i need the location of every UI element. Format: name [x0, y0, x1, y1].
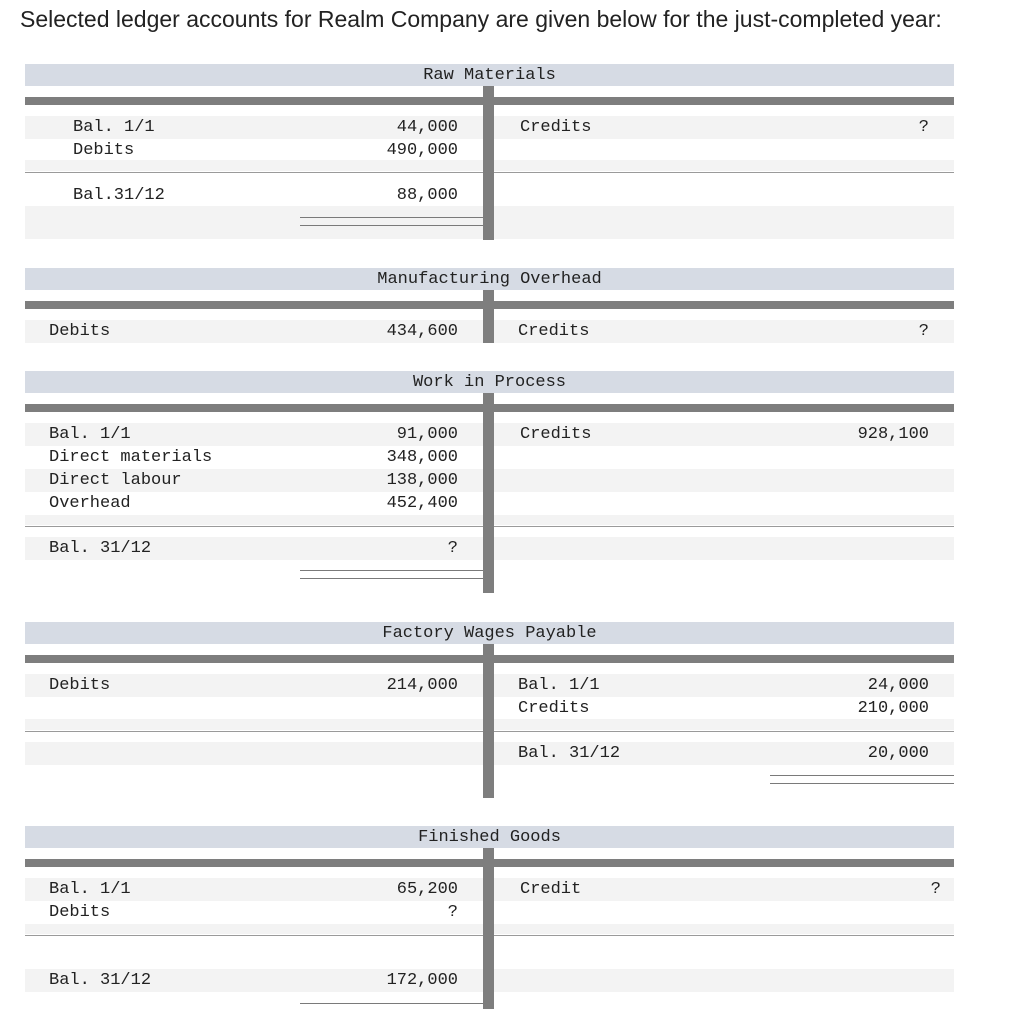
- t-account-divider: [483, 290, 494, 343]
- entry-label: Bal. 1/1: [73, 118, 155, 137]
- entry-label: Debits: [49, 676, 111, 695]
- account-title: Raw Materials: [423, 66, 556, 85]
- entry-amount: ?: [447, 903, 458, 922]
- entry-amount: 20,000: [867, 744, 929, 763]
- t-account-divider: [483, 393, 494, 593]
- entry-amount: ?: [918, 322, 929, 341]
- entry-label: Credit: [520, 880, 582, 899]
- entry-label: Credits: [520, 118, 592, 137]
- entry-label: Overhead: [49, 494, 131, 513]
- entry-amount: ?: [918, 118, 929, 137]
- entry-label: Credits: [520, 425, 592, 444]
- entry-amount: 44,000: [396, 118, 458, 137]
- subtotal-line: [25, 731, 483, 732]
- entry-amount: 172,000: [386, 971, 458, 990]
- entry-label: Bal. 1/1: [49, 425, 131, 444]
- double-underline: [300, 570, 483, 579]
- subtotal-line: [494, 935, 954, 936]
- entry-amount: 490,000: [386, 141, 458, 160]
- account-title: Manufacturing Overhead: [377, 270, 602, 289]
- entry-amount: 348,000: [386, 448, 458, 467]
- entry-label: Direct materials: [49, 448, 213, 467]
- entry-amount: ?: [930, 880, 941, 899]
- entry-label: Credits: [518, 699, 590, 718]
- subtotal-line: [25, 526, 483, 527]
- entry-label: Bal. 1/1: [518, 676, 600, 695]
- entry-label: Debits: [49, 903, 111, 922]
- account-title: Factory Wages Payable: [382, 624, 597, 643]
- account-title: Finished Goods: [418, 828, 561, 847]
- entry-amount: 24,000: [867, 676, 929, 695]
- entry-label: Credits: [518, 322, 590, 341]
- entry-amount: 928,100: [857, 425, 929, 444]
- entry-label: Bal. 1/1: [49, 880, 131, 899]
- entry-amount: 210,000: [857, 699, 929, 718]
- account-title: Work in Process: [412, 373, 567, 392]
- t-account-divider: [483, 86, 494, 240]
- entry-label: Direct labour: [49, 471, 182, 490]
- entry-label: Bal. 31/12: [49, 971, 152, 990]
- entry-label: Debits: [73, 141, 135, 160]
- entry-amount: 91,000: [396, 425, 458, 444]
- entry-label: Bal. 31/12: [518, 744, 621, 763]
- intro-text: Selected ledger accounts for Realm Company are given below for the just-completed year:: [20, 6, 942, 32]
- subtotal-line: [25, 172, 483, 173]
- double-underline: [770, 775, 954, 784]
- entry-amount: 214,000: [386, 676, 458, 695]
- double-underline: [300, 217, 483, 226]
- entry-amount: ?: [447, 539, 458, 558]
- subtotal-line: [494, 172, 954, 173]
- entry-amount: 434,600: [386, 322, 458, 341]
- entry-label: Bal.31/12: [73, 186, 165, 205]
- t-account-divider: [483, 848, 494, 1009]
- entry-amount: 452,400: [386, 494, 458, 513]
- entry-label: Debits: [49, 322, 111, 341]
- entry-amount: 138,000: [386, 471, 458, 490]
- entry-label: Bal. 31/12: [49, 539, 152, 558]
- subtotal-line: [494, 731, 954, 732]
- subtotal-line: [494, 526, 954, 527]
- subtotal-line: [25, 935, 483, 936]
- double-underline: [300, 1003, 483, 1004]
- entry-amount: 88,000: [396, 186, 458, 205]
- t-account-divider: [483, 644, 494, 798]
- entry-amount: 65,200: [396, 880, 458, 899]
